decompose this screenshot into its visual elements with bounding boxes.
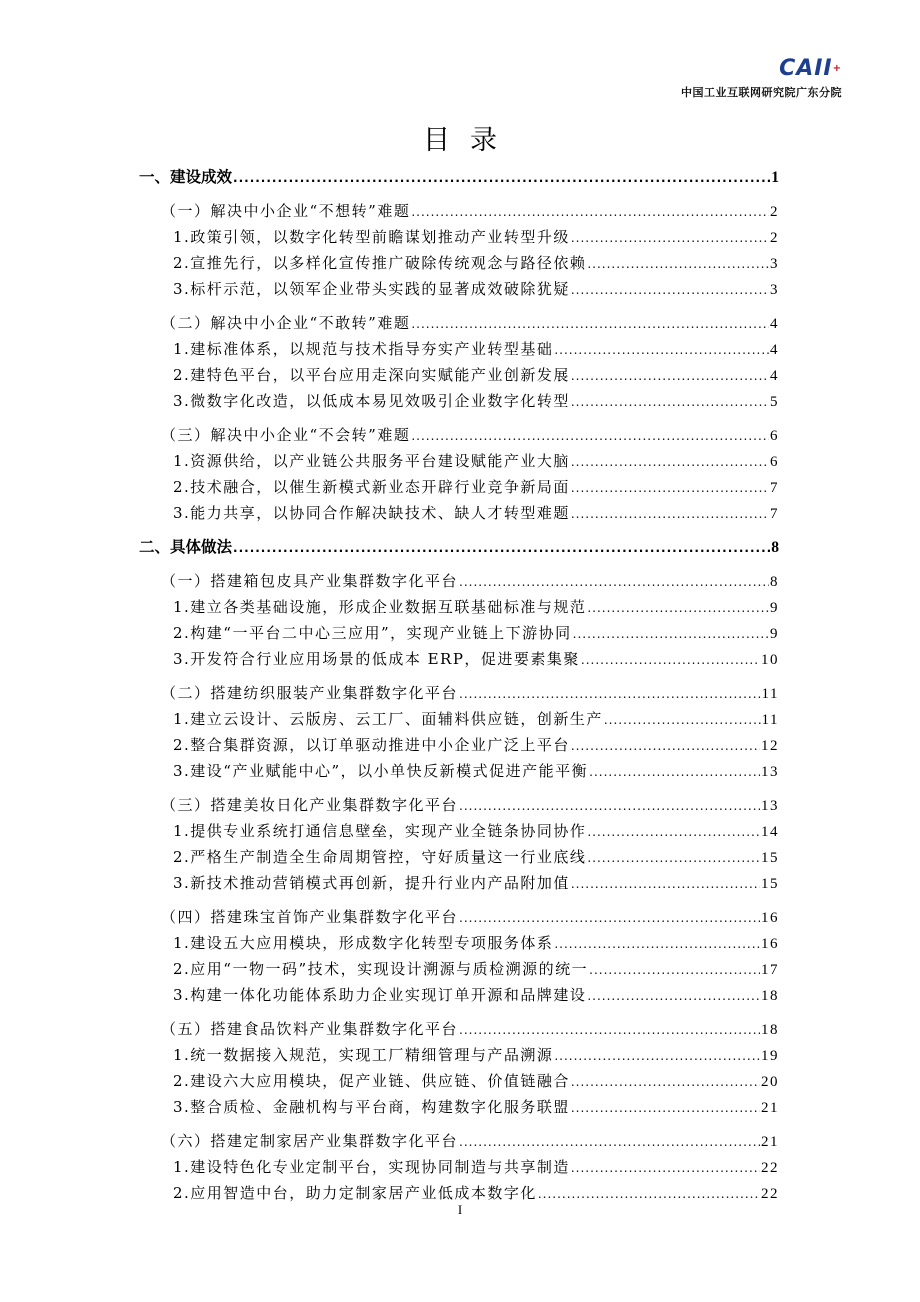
toc-entry-page: 9 xyxy=(770,626,779,642)
toc-entry[interactable] xyxy=(139,1016,779,1042)
page-number: I xyxy=(457,1202,463,1217)
toc-entry[interactable] xyxy=(139,930,779,956)
toc-entry-page: 22 xyxy=(761,1186,779,1202)
toc-entry-page: 16 xyxy=(761,910,779,926)
toc-dot-leader xyxy=(589,957,760,983)
toc-dot-leader xyxy=(571,1069,760,1095)
toc-entry-page: 18 xyxy=(761,1022,779,1038)
toc-entry-text: 2.整合集群资源，以订单驱动推进中小企业广泛上平台 xyxy=(173,736,570,754)
logo-mark-text: CAII xyxy=(779,56,833,81)
toc-entry-page: 21 xyxy=(761,1134,779,1150)
toc-entry-page: 20 xyxy=(761,1074,779,1090)
toc-dot-leader xyxy=(459,793,760,819)
page-title: 目录 xyxy=(423,125,517,156)
toc-entry-page: 4 xyxy=(770,316,779,332)
toc-entry-page: 3 xyxy=(770,256,779,272)
toc-entry[interactable] xyxy=(139,362,779,388)
toc-dot-leader xyxy=(587,595,769,621)
toc-entry-text: 1.政策引领，以数字化转型前瞻谋划推动产业转型升级 xyxy=(173,228,570,246)
toc-entry[interactable] xyxy=(139,164,779,190)
toc-entry-text: 3.微数字化改造，以低成本易见效吸引企业数字化转型 xyxy=(173,392,570,410)
toc-entry[interactable] xyxy=(139,732,779,758)
toc-entry[interactable] xyxy=(139,500,779,526)
toc-dot-leader xyxy=(571,389,769,415)
toc-entry-text: 3.能力共享，以协同合作解决缺技术、缺人才转型难题 xyxy=(173,504,570,522)
toc-dot-leader xyxy=(571,277,769,303)
toc-entry-text: 2.建特色平台，以平台应用走深向实赋能产业创新发展 xyxy=(173,366,570,384)
toc-entry-text: 二、具体做法 xyxy=(139,538,233,556)
toc-entry-page: 2 xyxy=(770,230,779,246)
toc-entry[interactable] xyxy=(139,534,779,560)
toc-entry-page: 17 xyxy=(761,962,779,978)
toc-dot-leader xyxy=(604,707,761,733)
organization-name: 中国工业互联网研究院广东分院 xyxy=(681,86,842,99)
toc-entry-text: 1.统一数据接入规范，实现工厂精细管理与产品溯源 xyxy=(173,1046,554,1064)
toc-dot-leader xyxy=(459,1129,760,1155)
toc-entry-page: 18 xyxy=(761,988,779,1004)
toc-entry-page: 15 xyxy=(761,876,779,892)
toc-entry[interactable] xyxy=(139,870,779,896)
toc-dot-leader xyxy=(459,681,761,707)
toc-dot-leader xyxy=(459,569,769,595)
toc-entry-page: 12 xyxy=(761,738,779,754)
toc-entry[interactable] xyxy=(139,1042,779,1068)
toc-entry-page: 10 xyxy=(761,652,779,668)
toc-entry-page: 7 xyxy=(770,480,779,496)
toc-entry-text: 2.应用智造中台，助力定制家居产业低成本数字化 xyxy=(173,1184,537,1202)
logo-mark-sup: + xyxy=(832,63,842,74)
toc-dot-leader xyxy=(459,1017,760,1043)
toc-entry-text: （二）解决中小企业“不敢转”难题 xyxy=(161,314,411,332)
toc-dot-leader xyxy=(411,423,769,449)
toc-entry-page: 1 xyxy=(771,169,779,186)
toc-entry-page: 13 xyxy=(761,764,779,780)
toc-entry-page: 4 xyxy=(770,342,779,358)
toc-entry-text: 1.提供专业系统打通信息壁垒，实现产业全链条协同协作 xyxy=(173,822,587,840)
toc-entry[interactable] xyxy=(139,1154,779,1180)
caii-logo-mark xyxy=(681,58,842,80)
toc-dot-leader xyxy=(571,871,760,897)
toc-entry[interactable] xyxy=(139,904,779,930)
table-of-contents xyxy=(139,164,779,1206)
toc-entry[interactable] xyxy=(139,844,779,870)
toc-entry-page: 3 xyxy=(770,282,779,298)
toc-entry-page: 13 xyxy=(761,798,779,814)
toc-dot-leader xyxy=(233,535,770,561)
toc-dot-leader xyxy=(571,733,760,759)
toc-entry-text: 1.建设特色化专业定制平台，实现协同制造与共享制造 xyxy=(173,1158,570,1176)
toc-entry[interactable] xyxy=(139,474,779,500)
toc-entry[interactable] xyxy=(139,310,779,336)
toc-entry-text: 3.建设“产业赋能中心”，以小单快反新模式促进产能平衡 xyxy=(173,762,589,780)
toc-entry[interactable] xyxy=(139,198,779,224)
toc-dot-leader xyxy=(411,311,769,337)
toc-entry[interactable] xyxy=(139,276,779,302)
toc-entry-text: （四）搭建珠宝首饰产业集群数字化平台 xyxy=(161,908,459,926)
toc-entry-page: 21 xyxy=(761,1100,779,1116)
toc-entry[interactable] xyxy=(139,792,779,818)
toc-entry-page: 22 xyxy=(761,1160,779,1176)
toc-dot-leader xyxy=(571,1095,760,1121)
toc-entry-text: 一、建设成效 xyxy=(139,168,233,186)
toc-dot-leader xyxy=(571,449,769,475)
toc-entry[interactable] xyxy=(139,422,779,448)
toc-entry-page: 19 xyxy=(761,1048,779,1064)
toc-entry-text: （六）搭建定制家居产业集群数字化平台 xyxy=(161,1132,459,1150)
toc-entry-text: 2.严格生产制造全生命周期管控，守好质量这一行业底线 xyxy=(173,848,587,866)
toc-entry-text: （一）解决中小企业“不想转”难题 xyxy=(161,202,411,220)
toc-entry[interactable] xyxy=(139,224,779,250)
toc-entry-text: 1.建立各类基础设施，形成企业数据互联基础标准与规范 xyxy=(173,598,587,616)
toc-entry-text: 1.资源供给，以产业链公共服务平台建设赋能产业大脑 xyxy=(173,452,570,470)
toc-entry-text: 1.建设五大应用模块，形成数字化转型专项服务体系 xyxy=(173,934,554,952)
toc-entry[interactable] xyxy=(139,758,779,784)
toc-entry-text: 2.建设六大应用模块，促产业链、供应链、价值链融合 xyxy=(173,1072,570,1090)
toc-entry-page: 8 xyxy=(770,574,779,590)
toc-entry-text: 2.技术融合，以催生新模式新业态开辟行业竞争新局面 xyxy=(173,478,570,496)
toc-dot-leader xyxy=(571,225,769,251)
toc-dot-leader xyxy=(589,759,760,785)
toc-entry-page: 14 xyxy=(761,824,779,840)
toc-entry-page: 11 xyxy=(761,712,779,728)
toc-entry[interactable] xyxy=(139,594,779,620)
toc-entry[interactable] xyxy=(139,388,779,414)
toc-entry[interactable] xyxy=(139,250,779,276)
toc-dot-leader xyxy=(233,165,770,191)
toc-entry[interactable] xyxy=(139,646,779,672)
toc-entry-text: （三）解决中小企业“不会转”难题 xyxy=(161,426,411,444)
toc-entry-text: 3.新技术推动营销模式再创新，提升行业内产品附加值 xyxy=(173,874,570,892)
toc-entry[interactable] xyxy=(139,982,779,1008)
toc-entry[interactable] xyxy=(139,818,779,844)
toc-entry-text: （二）搭建纺织服装产业集群数字化平台 xyxy=(161,684,459,702)
toc-dot-leader xyxy=(587,845,760,871)
toc-entry-text: （三）搭建美妆日化产业集群数字化平台 xyxy=(161,796,459,814)
toc-dot-leader xyxy=(554,337,769,363)
toc-dot-leader xyxy=(587,983,760,1009)
toc-entry-page: 11 xyxy=(761,686,779,702)
toc-entry[interactable] xyxy=(139,1068,779,1094)
toc-dot-leader xyxy=(573,621,769,647)
toc-entry[interactable] xyxy=(139,620,779,646)
toc-entry-page: 4 xyxy=(770,368,779,384)
toc-dot-leader xyxy=(571,363,769,389)
toc-entry[interactable] xyxy=(139,680,779,706)
toc-entry[interactable] xyxy=(139,336,779,362)
toc-entry-text: 2.构建“一平台二中心三应用”，实现产业链上下游协同 xyxy=(173,624,572,642)
toc-entry-text: 3.构建一体化功能体系助力企业实现订单开源和品牌建设 xyxy=(173,986,587,1004)
toc-entry-text: 1.建立云设计、云版房、云工厂、面辅料供应链，创新生产 xyxy=(173,710,603,728)
toc-dot-leader xyxy=(571,501,769,527)
toc-entry-page: 7 xyxy=(770,506,779,522)
toc-entry-text: 3.标杆示范，以领军企业带头实践的显著成效破除犹疑 xyxy=(173,280,570,298)
toc-entry-page: 5 xyxy=(770,394,779,410)
toc-entry-text: （一）搭建箱包皮具产业集群数字化平台 xyxy=(161,572,459,590)
toc-dot-leader xyxy=(587,251,769,277)
toc-entry-page: 6 xyxy=(770,428,779,444)
toc-entry-page: 2 xyxy=(770,204,779,220)
toc-entry[interactable] xyxy=(139,1128,779,1154)
toc-entry-text: 3.开发符合行业应用场景的低成本 ERP，促进要素集聚 xyxy=(173,650,580,668)
toc-dot-leader xyxy=(554,931,760,957)
toc-entry-text: （五）搭建食品饮料产业集群数字化平台 xyxy=(161,1020,459,1038)
toc-entry-page: 6 xyxy=(770,454,779,470)
toc-dot-leader xyxy=(411,199,769,225)
toc-entry[interactable] xyxy=(139,1094,779,1120)
toc-entry-text: 2.应用“一物一码”技术，实现设计溯源与质检溯源的统一 xyxy=(173,960,589,978)
toc-entry-page: 16 xyxy=(761,936,779,952)
toc-dot-leader xyxy=(554,1043,760,1069)
toc-entry-page: 9 xyxy=(770,600,779,616)
toc-dot-leader xyxy=(571,475,769,501)
toc-dot-leader xyxy=(459,905,760,931)
toc-entry[interactable] xyxy=(139,956,779,982)
toc-dot-leader xyxy=(571,1155,760,1181)
toc-entry[interactable] xyxy=(139,448,779,474)
toc-entry[interactable] xyxy=(139,568,779,594)
toc-dot-leader xyxy=(587,819,760,845)
toc-entry-text: 3.整合质检、金融机构与平台商，构建数字化服务联盟 xyxy=(173,1098,570,1116)
toc-entry-text: 2.宣推先行，以多样化宣传推广破除传统观念与路径依赖 xyxy=(173,254,587,272)
toc-entry[interactable] xyxy=(139,706,779,732)
toc-entry-page: 15 xyxy=(761,850,779,866)
header-logo xyxy=(681,58,842,100)
toc-dot-leader xyxy=(581,647,760,673)
toc-entry-text: 1.建标准体系，以规范与技术指导夯实产业转型基础 xyxy=(173,340,554,358)
toc-entry-page: 8 xyxy=(771,539,779,556)
